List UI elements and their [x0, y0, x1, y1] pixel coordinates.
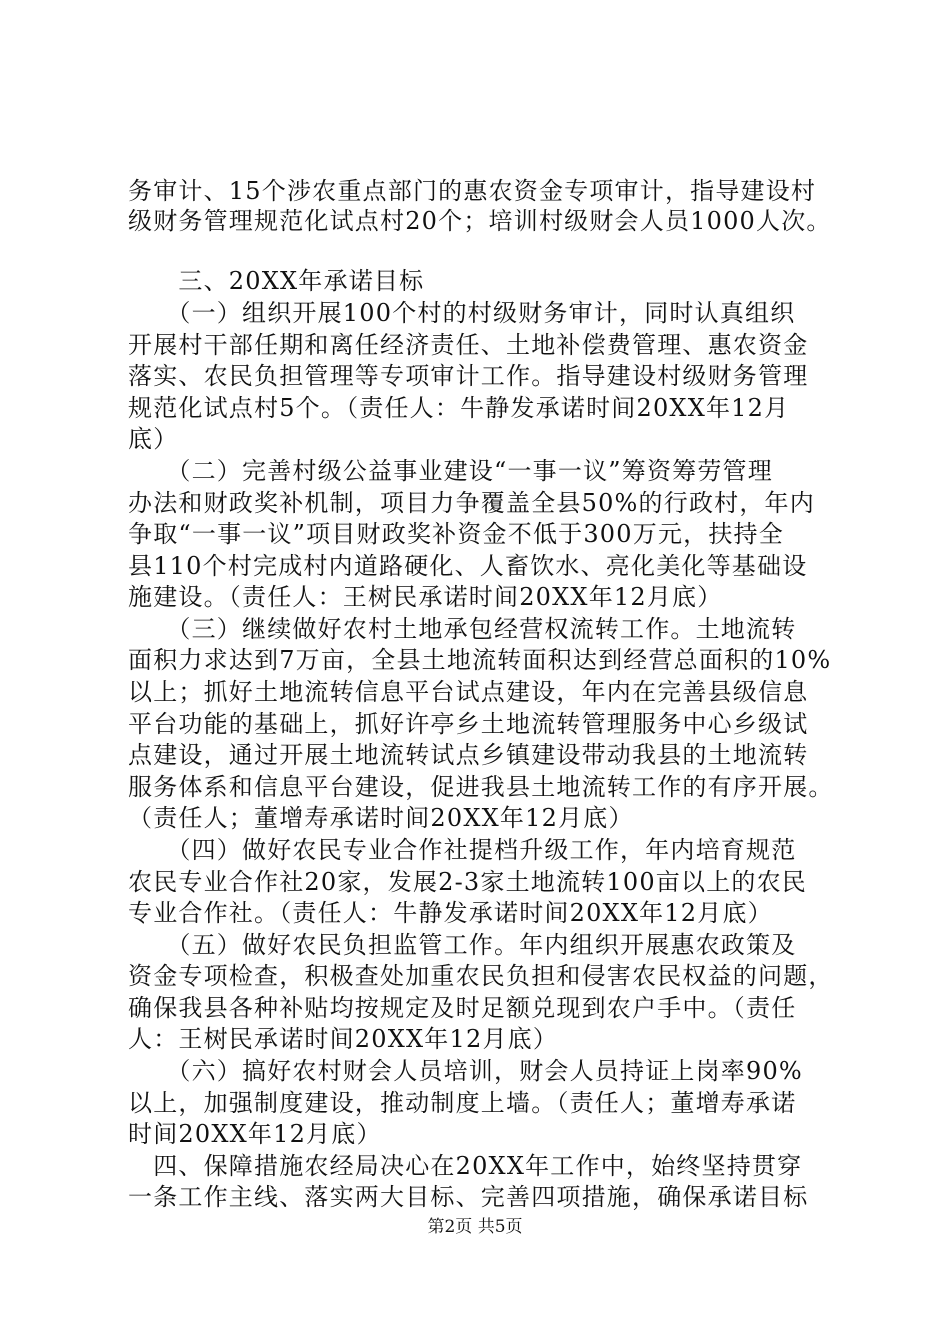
body-text-line: （二）完善村级公益事业建设“一事一议”筹资筹劳管理: [128, 457, 773, 485]
body-text-line: 规范化试点村5个。（责任人：牛静发承诺时间20XX年12月: [128, 394, 790, 422]
body-text-line: （四）做好农民专业合作社提档升级工作，年内培育规范: [128, 836, 797, 864]
body-text-line: 级财务管理规范化试点村20个；培训村级财会人员1000人次。: [128, 207, 832, 235]
body-text-line: 资金专项检查，积极查处加重农民负担和侵害农民权益的问题，: [128, 962, 834, 990]
body-text-line: 底）: [128, 425, 179, 453]
body-text-line: 一条工作主线、落实两大目标、完善四项措施，确保承诺目标: [128, 1183, 809, 1211]
body-text-line: （六）搞好农村财会人员培训，财会人员持证上岗率90%: [128, 1057, 803, 1085]
body-text-line: 平台功能的基础上，抓好许亭乡土地流转管理服务中心乡级试: [128, 710, 809, 738]
body-text-line: 落实、农民负担管理等专项审计工作。指导建设村级财务管理: [128, 362, 809, 390]
body-text-line: （三）继续做好农村土地承包经营权流转工作。土地流转: [128, 615, 797, 643]
body-text-line: 办法和财政奖补机制，项目力争覆盖全县50%的行政村，年内: [128, 489, 815, 517]
body-text-line: 服务体系和信息平台建设，促进我县土地流转工作的有序开展。: [128, 773, 834, 801]
body-text-line: 以上；抓好土地流转信息平台试点建设，年内在完善县级信息: [128, 678, 809, 706]
body-text-line: （五）做好农民负担监管工作。年内组织开展惠农政策及: [128, 931, 797, 959]
page-number-footer: 第2页 共5页: [427, 1217, 523, 1237]
body-text-line: 时间20XX年12月底）: [128, 1120, 382, 1148]
body-text-line: 面积力求达到7万亩，全县土地流转面积达到经营总面积的10%: [128, 646, 832, 674]
body-text-line: 以上，加强制度建设，推动制度上墙。（责任人；董增寿承诺: [128, 1089, 797, 1117]
body-text-line: 开展村干部任期和离任经济责任、土地补偿费管理、惠农资金: [128, 331, 809, 359]
body-text-line: （责任人；董增寿承诺时间20XX年12月底）: [128, 804, 634, 832]
section-heading: 三、20XX年承诺目标: [128, 267, 425, 295]
body-text-line: 专业合作社。（责任人：牛静发承诺时间20XX年12月底）: [128, 899, 773, 927]
body-text-line: 点建设，通过开展土地流转试点乡镇建设带动我县的土地流转: [128, 741, 809, 769]
body-text-line: 县110个村完成村内道路硬化、人畜饮水、亮化美化等基础设: [128, 552, 808, 580]
body-text-line: 农民专业合作社20家，发展2-3家土地流转100亩以上的农民: [128, 868, 807, 896]
body-text-line: 施建设。（责任人：王树民承诺时间20XX年12月底）: [128, 583, 723, 611]
body-text-line: 确保我县各种补贴均按规定及时足额兑现到农户手中。（责任: [128, 994, 797, 1022]
body-text-line: 务审计、15个涉农重点部门的惠农资金专项审计，指导建设村: [128, 177, 817, 205]
body-text-line: 四、保障措施农经局决心在20XX年工作中，始终坚持贯穿: [128, 1152, 803, 1180]
body-text-line: （一）组织开展100个村的村级财务审计，同时认真组织: [128, 299, 796, 327]
body-text-line: 人：王树民承诺时间20XX年12月底）: [128, 1025, 559, 1053]
body-text-line: 争取“一事一议”项目财政奖补资金不低于300万元，扶持全: [128, 520, 784, 548]
